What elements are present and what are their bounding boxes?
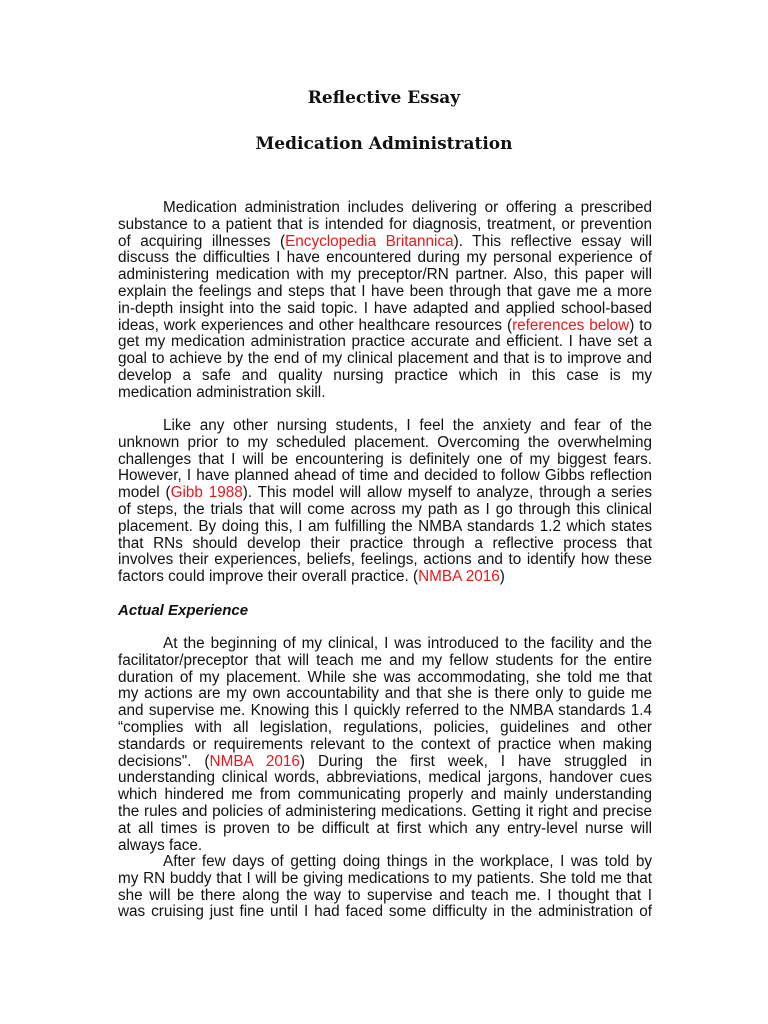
paragraph bbox=[118, 200, 652, 402]
text-line bbox=[118, 200, 652, 217]
text-segment: duration of my placement. While she was accommodating, she told me that bbox=[118, 668, 652, 686]
text-line bbox=[118, 754, 652, 771]
text-segment: my actions are my own accountability and that she is there only to guide me bbox=[118, 685, 652, 703]
text-line bbox=[118, 720, 652, 737]
text-line bbox=[118, 435, 652, 452]
text-segment: substance to a patient that is intended for diagnosis, treatment, or prevention bbox=[118, 215, 652, 233]
text-segment: which hindered me from communicating properly and mainly understanding bbox=[118, 786, 652, 804]
text-segment: standards or requirements relevant to the context of practice when making bbox=[118, 735, 652, 753]
text-line bbox=[118, 468, 652, 485]
text-line bbox=[118, 737, 652, 754]
text-segment: involves their experiences, beliefs, feelings, actions and to identify how these bbox=[118, 551, 652, 569]
text-line bbox=[118, 871, 652, 888]
reference-link[interactable]: Gibb 1988 bbox=[170, 484, 243, 502]
text-segment: ) bbox=[499, 568, 505, 586]
document-subtitle: Medication Administration bbox=[255, 134, 513, 154]
text-line bbox=[118, 284, 652, 301]
reference-link[interactable]: NMBA 2016 bbox=[418, 568, 500, 586]
text-segment: at all times is proven to be difficult at first which any entry-level nurse will bbox=[118, 819, 652, 837]
text-segment: explain the feelings and steps that I have been through that gave me a more bbox=[118, 282, 652, 300]
text-line bbox=[118, 536, 652, 553]
paragraph bbox=[118, 854, 652, 921]
text-segment: understanding clinical words, abbreviations, medical jargons, handover cues bbox=[118, 769, 652, 787]
text-line bbox=[118, 334, 652, 351]
text-line bbox=[118, 385, 652, 402]
text-line bbox=[118, 234, 652, 251]
text-line bbox=[118, 636, 652, 653]
text-line bbox=[118, 787, 652, 804]
text-segment: get my medication administration practice accurate and efficient. I have set a bbox=[118, 333, 652, 351]
reference-link[interactable]: NMBA 2016 bbox=[209, 752, 300, 770]
text-line bbox=[118, 368, 652, 385]
text-segment: challenges that I will be encountering is definitely one of my biggest fears. bbox=[118, 450, 652, 468]
text-segment: she will be there along the way to supervise and teach me. I thought that I bbox=[118, 886, 652, 904]
text-segment: discuss the difficulties I have encountered during my personal experience of bbox=[118, 249, 652, 267]
text-segment: decisions". ( bbox=[118, 752, 210, 770]
section-heading: Actual Experience bbox=[118, 602, 249, 619]
text-line bbox=[118, 838, 652, 855]
text-line bbox=[118, 250, 652, 267]
text-line bbox=[118, 821, 652, 838]
text-segment: in-depth insight into the said topic. I have adapted and applied school-based bbox=[118, 299, 652, 317]
text-segment: and supervise me. Knowing this I quickly referred to the NMBA standards 1.4 bbox=[118, 702, 652, 720]
text-line bbox=[118, 452, 652, 469]
text-segment: unknown prior to my scheduled placement. Overcoming the overwhelming bbox=[118, 433, 652, 451]
text-segment: At the beginning of my clinical, I was introduced to the facility and the bbox=[163, 635, 652, 652]
text-segment: my RN buddy that I will be giving medications to my patients. She told me that bbox=[118, 869, 652, 887]
text-segment: ideas, work experiences and other healthcare resources ( bbox=[118, 316, 513, 334]
text-line bbox=[118, 904, 652, 921]
text-segment: goal to achieve by the end of my clinical placement and that is to improve and bbox=[118, 350, 652, 368]
text-segment: of acquiring illnesses ( bbox=[118, 232, 286, 250]
text-segment: facilitator/preceptor that will teach me and my fellow students for the entire bbox=[118, 651, 652, 669]
text-line bbox=[118, 552, 652, 569]
text-segment: “complies with all legislation, regulations, policies, guidelines and other bbox=[118, 718, 652, 736]
text-line bbox=[118, 267, 652, 284]
text-segment: placement. By doing this, I am fulfilling the NMBA standards 1.2 which states bbox=[118, 517, 652, 535]
text-line bbox=[118, 351, 652, 368]
text-segment: model ( bbox=[118, 484, 171, 502]
text-line bbox=[118, 502, 652, 519]
text-line bbox=[118, 888, 652, 905]
reference-link[interactable]: references below bbox=[512, 316, 630, 334]
text-segment: However, I have planned ahead of time and decided to follow Gibbs reflection bbox=[118, 467, 652, 485]
text-line bbox=[118, 519, 652, 536]
text-line bbox=[118, 770, 652, 787]
text-segment: develop a safe and quality nursing practice which in this case is my bbox=[118, 366, 652, 384]
text-line bbox=[118, 804, 652, 821]
text-segment: administering medication with my preceptor/RN partner. Also, this paper will bbox=[118, 266, 652, 284]
document-title: Reflective Essay bbox=[307, 88, 461, 108]
text-segment: that RNs should develop their practice through a reflective process that bbox=[118, 534, 652, 552]
reference-link[interactable]: Encyclopedia Britannica bbox=[285, 232, 454, 250]
text-segment: Like any other nursing students, I feel the anxiety and fear of the bbox=[163, 417, 652, 434]
text-segment: factors could improve their overall practice. ( bbox=[118, 568, 419, 586]
text-line bbox=[118, 485, 652, 502]
text-segment: of steps, the trials that will come across my path as I go through this clinical bbox=[118, 500, 652, 518]
paragraph bbox=[118, 636, 652, 854]
text-line bbox=[118, 318, 652, 335]
text-segment: always face. bbox=[118, 836, 203, 854]
text-segment: ) to bbox=[629, 316, 652, 334]
text-segment: After few days of getting doing things in the workplace, I was told by bbox=[163, 853, 652, 870]
text-line bbox=[118, 653, 652, 670]
paragraph bbox=[118, 418, 652, 586]
text-line bbox=[118, 670, 652, 687]
text-line bbox=[118, 569, 652, 586]
text-segment: ) During the first week, I have struggled in bbox=[299, 752, 652, 770]
text-segment: was cruising just fine until I had faced some difficulty in the administration of bbox=[118, 903, 652, 921]
text-segment: medication administration skill. bbox=[118, 383, 326, 401]
text-line bbox=[118, 301, 652, 318]
text-segment: ). This reflective essay will bbox=[453, 232, 652, 250]
text-segment: Medication administration includes delivering or offering a prescribed bbox=[163, 199, 652, 216]
text-line bbox=[118, 854, 652, 871]
text-line bbox=[118, 686, 652, 703]
text-segment: the rules and policies of administering medications. Getting it right and precise bbox=[118, 802, 652, 820]
text-line bbox=[118, 217, 652, 234]
text-segment: ). This model will allow myself to analyze, through a series bbox=[242, 484, 652, 502]
text-line bbox=[118, 703, 652, 720]
text-line bbox=[118, 418, 652, 435]
